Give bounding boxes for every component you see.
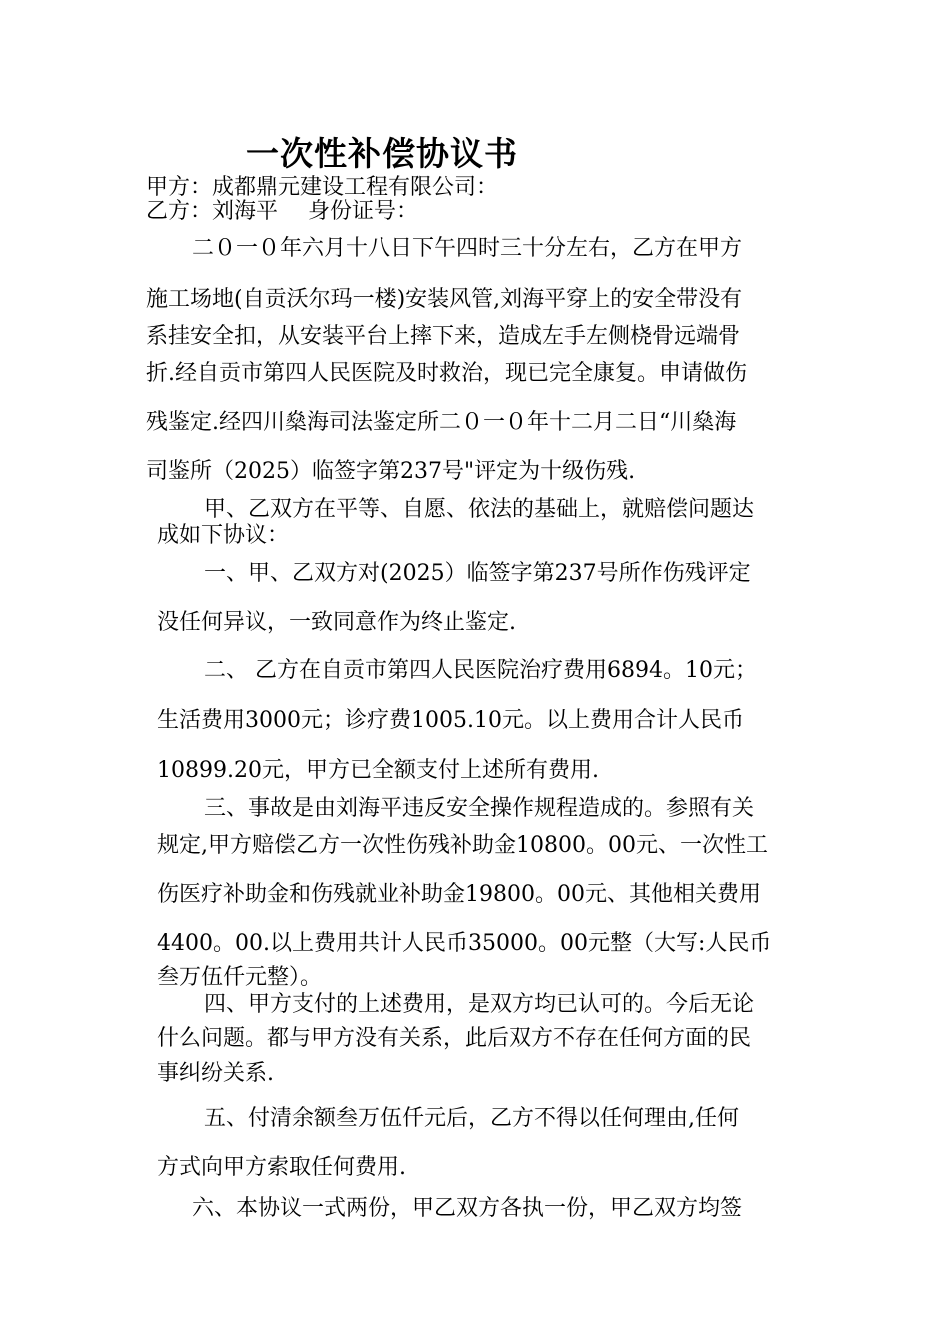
paragraph-line: 三、事故是由刘海平违反安全操作规程造成的。参照有关 (204, 796, 755, 821)
paragraph-line: 4400。00.以上费用共计人民币35000。00元整（大写:人民币 (157, 931, 772, 956)
paragraph-line: 残鉴定.经四川燊海司法鉴定所二０一０年十二月二日“川燊海 (146, 410, 737, 435)
paragraph-line: 什么问题。都与甲方没有关系，此后双方不存在任何方面的民 (157, 1026, 752, 1051)
paragraph-line: 施工场地(自贡沃尔玛一楼)安装风管,刘海平穿上的安全带没有 (146, 287, 743, 312)
paragraph-line: 一、甲、乙双方对(2025）临签字第237号所作伤残评定 (204, 561, 751, 586)
paragraph-line: 二、 乙方在自贡市第四人民医院治疗费用6894。10元； (204, 658, 757, 683)
paragraph-line: 折.经自贡市第四人民医院及时救治，现已完全康复。申请做伤 (146, 361, 747, 386)
paragraph-line: 成如下协议： (157, 523, 290, 548)
paragraph-line: 没任何异议，一致同意作为终止鉴定. (157, 610, 516, 635)
paragraph-line: 生活费用3000元；诊疗费1005.10元。以上费用合计人民币 (157, 708, 744, 733)
document-title: 一次性补偿协议书 (246, 134, 518, 173)
party-b-line (146, 199, 418, 225)
paragraph-line: 四、甲方支付的上述费用，是双方均已认可的。今后无论 (204, 992, 755, 1017)
party-b-name: 乙方：刘海平 (146, 199, 279, 224)
paragraph-line: 事纠纷关系. (157, 1061, 274, 1086)
paragraph-line: 叁万伍仟元整）。 (157, 965, 323, 990)
paragraph-line: 二０一０年六月十八日下午四时三十分左右，乙方在甲方 (192, 236, 743, 261)
paragraph-line: 六、本协议一式两份，甲乙双方各执一份，甲乙双方均签 (192, 1196, 743, 1221)
paragraph-line: 五、付清余额叁万伍仟元后，乙方不得以任何理由,任何 (204, 1106, 739, 1131)
paragraph-line: 司鉴所（2025）临签字第237号"评定为十级伤残. (146, 459, 636, 484)
party-a-line: 甲方：成都鼎元建设工程有限公司： (146, 175, 499, 200)
paragraph-line: 系挂安全扣，从安装平台上摔下来，造成左手左侧桡骨远端骨 (146, 324, 741, 349)
party-b-id-label: 身份证号： (308, 199, 419, 224)
paragraph-line: 规定,甲方赔偿乙方一次性伤残补助金10800。00元、一次性工 (157, 833, 768, 858)
paragraph-line: 10899.20元，甲方已全额支付上述所有费用. (157, 758, 599, 783)
paragraph-line: 甲、乙双方在平等、自愿、依法的基础上，就赔偿问题达 (204, 497, 755, 522)
paragraph-line: 伤医疗补助金和伤残就业补助金19800。00元、其他相关费用 (157, 882, 761, 907)
paragraph-line: 方式向甲方索取任何费用. (157, 1155, 406, 1180)
